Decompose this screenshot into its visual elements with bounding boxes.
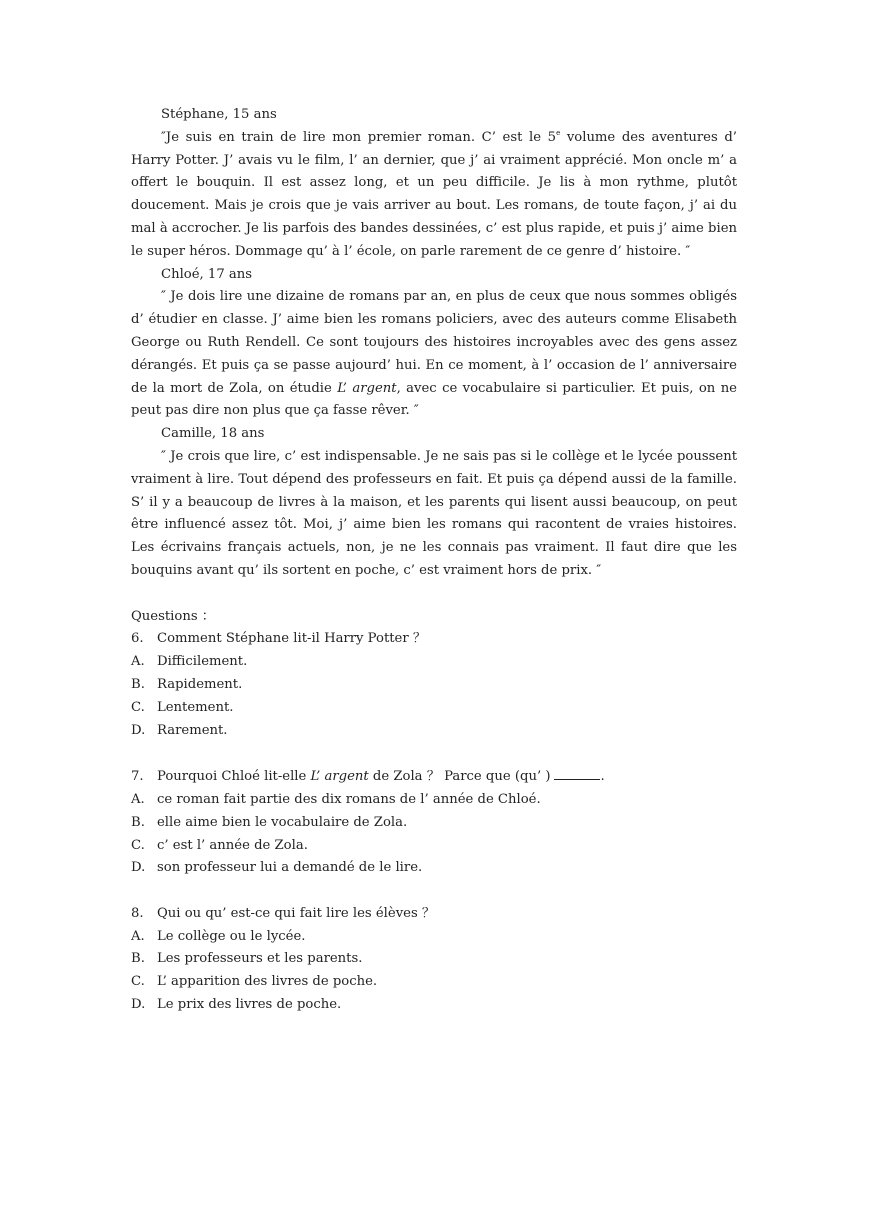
testimony-text: ″ Je dois lire une dizaine de romans par an, en plus de ceux que nous sommes obligés d’ étudier en classe. J’ aime bien les romans policiers, avec des auteurs comme Elisabeth George ou Ruth Rendell. Ce sont toujours des histoires incroyables avec des gens assez dérangés. Et puis ça se passe aujourd’ hui. En ce moment, à l’ occasion de l’ anniversaire de la mort de Zola, on étudie	[131, 289, 737, 396]
option-8c[interactable]	[131, 971, 737, 994]
option-letter: B.	[131, 676, 145, 692]
option-letter: C.	[131, 699, 145, 715]
question-number: 6.	[131, 631, 144, 647]
option-text: Rarement.	[157, 722, 228, 738]
option-text: elle aime bien le vocabulaire de Zola.	[157, 814, 408, 830]
question-number: 8.	[131, 905, 144, 921]
question-end: .	[600, 769, 605, 785]
option-text: Le prix des livres de poche.	[157, 997, 342, 1013]
option-6a[interactable]	[131, 651, 737, 674]
document-page	[131, 104, 737, 1017]
question-8	[131, 903, 737, 926]
speaker-stephane: Stéphane, 15 ans	[161, 107, 277, 122]
option-letter: A.	[131, 791, 145, 807]
question-text: Qui ou qu’ est-ce qui fait lire les élèves ？	[157, 905, 436, 921]
option-7c[interactable]	[131, 835, 737, 858]
book-title: L’ argent	[337, 380, 397, 396]
testimony-text: ″Je suis en train de lire mon premier roman. C’ est le 5	[161, 129, 557, 145]
testimony-text: volume des aventures d’ Harry Potter. J’ avais vu le film, l’ an dernier, que j’ ai vraiment apprécié. Mon oncle m’ a offert le bouquin. Il est assez long, et un peu difficile. Je lis à mon rythme, plutôt doucement. Mais je crois que je vais arriver au bout. Les romans, de toute façon, j’ ai du mal à accrocher. Je lis parfois des bandes dessinées, c’ est plus rapide, et puis j’ aime bien le super héros. Dommage qu’ à l’ école, on parle rarement de ce genre d’ histoire. ″	[131, 129, 738, 259]
option-letter: A.	[131, 654, 145, 670]
option-text: c’ est l’ année de Zola.	[157, 837, 308, 853]
option-6b[interactable]	[131, 674, 737, 697]
option-text: Rapidement.	[157, 676, 243, 692]
question-6	[131, 628, 737, 651]
option-letter: D.	[131, 997, 146, 1013]
testimony-camille: ″ Je crois que lire, c’ est indispensable. Je ne sais pas si le collège et le lycée poussent vraiment à lire. Tout dépend des professeurs en fait. Et puis ça dépend aussi de la famille. S’ il y a beaucoup de livres à la maison, et les parents qui lisent aussi beaucoup, on peut être influencé assez tôt. Moi, j’ aime bien les romans qui racontent de vraies histoires. Les écrivains français actuels, non, je ne les connais pas vraiment. Il faut dire que les bouquins avant qu’ ils sortent en poche, c’ est vraiment hors de prix. ″	[131, 448, 737, 578]
option-text: ce roman fait partie des dix romans de l’ année de Chloé.	[157, 791, 541, 807]
question-number: 7.	[131, 769, 144, 785]
option-8b[interactable]	[131, 948, 737, 971]
option-8a[interactable]	[131, 926, 737, 949]
question-text: Comment Stéphane lit-il Harry Potter ？	[157, 631, 427, 647]
option-text: son professeur lui a demandé de le lire.	[157, 860, 423, 876]
option-letter: D.	[131, 722, 146, 738]
question-text: de Zola ？ Parce que (qu’ )	[368, 769, 551, 785]
option-6c[interactable]	[131, 697, 737, 720]
option-letter: B.	[131, 814, 145, 830]
testimony-text: , avec ce vocabulaire si particulier. Et puis, on ne peut pas dire non plus que ça fasse rêver. ″	[131, 380, 737, 419]
option-letter: D.	[131, 860, 146, 876]
speaker-camille: Camille, 18 ans	[161, 426, 265, 442]
testimony-stephane	[131, 127, 737, 264]
spacer	[131, 742, 737, 765]
ordinal-superscript: e	[556, 128, 561, 137]
option-7d[interactable]	[131, 857, 737, 880]
testimony-chloe	[131, 286, 737, 423]
option-letter: B.	[131, 951, 145, 967]
option-letter: C.	[131, 974, 145, 990]
question-text: Pourquoi Chloé lit-elle	[157, 769, 311, 785]
option-6d[interactable]	[131, 720, 737, 743]
book-title: L’ argent	[310, 769, 369, 785]
option-7b[interactable]	[131, 812, 737, 835]
question-7	[131, 765, 737, 789]
option-text: Le collège ou le lycée.	[157, 928, 306, 944]
option-letter: A.	[131, 928, 145, 944]
answer-blank	[554, 765, 600, 780]
spacer	[131, 583, 737, 606]
option-text: Difficilement.	[157, 654, 248, 670]
speaker-chloe: Chloé, 17 ans	[161, 266, 253, 282]
questions-header: Questions ：	[131, 608, 215, 624]
option-letter: C.	[131, 837, 145, 853]
option-8d[interactable]	[131, 994, 737, 1017]
spacer	[131, 880, 737, 903]
option-text: Lentement.	[157, 699, 234, 715]
option-text: L’ apparition des livres de poche.	[157, 974, 378, 990]
option-text: Les professeurs et les parents.	[157, 951, 363, 967]
option-7a[interactable]	[131, 789, 737, 812]
